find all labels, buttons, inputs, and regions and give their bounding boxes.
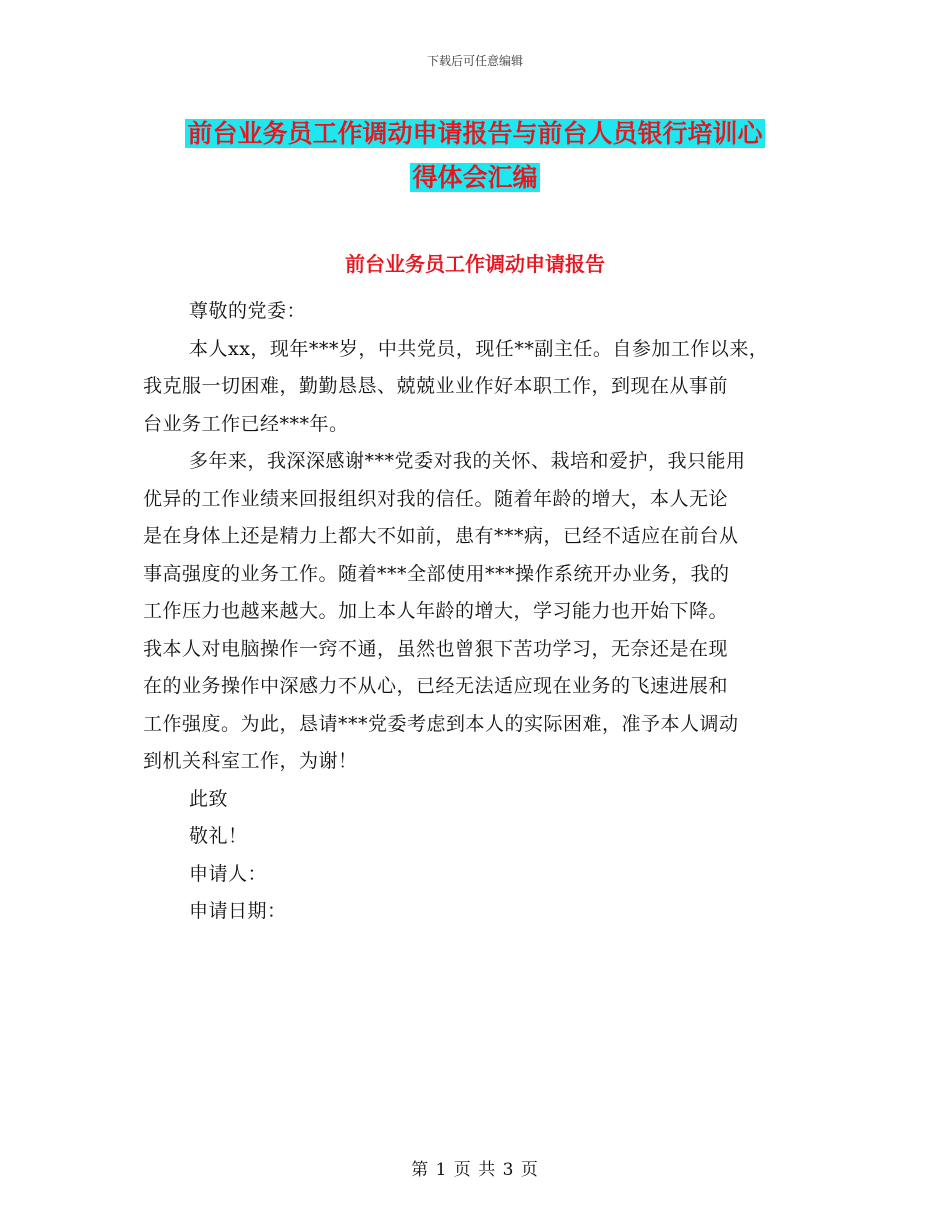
paragraph-2-line: 是在身体上还是精力上都大不如前，患有***病，已经不适应在前台从 (143, 525, 739, 547)
paragraph-2-line: 多年来，我深深感谢***党委对我的关怀、栽培和爱护，我只能用 (189, 450, 746, 472)
paragraph-1-line: 台业务工作已经***年。 (143, 412, 349, 435)
document-title-line-2: 得体会汇编 (412, 163, 538, 192)
paragraph-2-line: 工作压力也越来越大。加上本人年龄的增大，学习能力也开始下降。 (143, 600, 729, 622)
application-date-label: 申请日期： (189, 900, 287, 922)
paragraph-2-line: 我本人对电脑操作一窍不通，虽然也曾狠下苦功学习，无奈还是在现 (143, 637, 729, 660)
closing-line-2: 敬礼！ (189, 825, 248, 847)
page-number: 第 1 页 共 3 页 (411, 1160, 539, 1180)
header-note: 下载后可任意编辑 (426, 54, 523, 68)
document-title-line-1: 前台业务员工作调动申请报告与前台人员银行培训心 (187, 119, 763, 148)
paragraph-2-line: 工作强度。为此，恳请***党委考虑到本人的实际困难，准予本人调动 (143, 712, 739, 735)
document-title (0, 112, 950, 200)
paragraph-1-line: 我克服一切困难，勤勤恳恳、兢兢业业作好本职工作，到现在从事前 (143, 375, 729, 397)
paragraph-2-line: 事高强度的业务工作。随着***全部使用***操作系统开办业务，我的 (143, 562, 730, 585)
closing-line-1: 此致 (189, 787, 229, 810)
paragraph-2-line: 到机关科室工作，为谢！ (143, 750, 358, 772)
letter-body (143, 293, 823, 931)
paragraph-2-line: 优异的工作业绩来回报组织对我的信任。随着年龄的增大，本人无论 (143, 487, 729, 510)
salutation: 尊敬的党委： (189, 300, 307, 322)
applicant-label: 申请人： (189, 862, 268, 885)
section-title: 前台业务员工作调动申请报告 (345, 252, 605, 276)
paragraph-1-line: 本人xx，现年***岁，中共党员，现任**副主任。自参加工作以来， (189, 337, 769, 360)
paragraph-2-line: 在的业务操作中深感力不从心，已经无法适应现在业务的飞速进展和 (143, 675, 729, 697)
